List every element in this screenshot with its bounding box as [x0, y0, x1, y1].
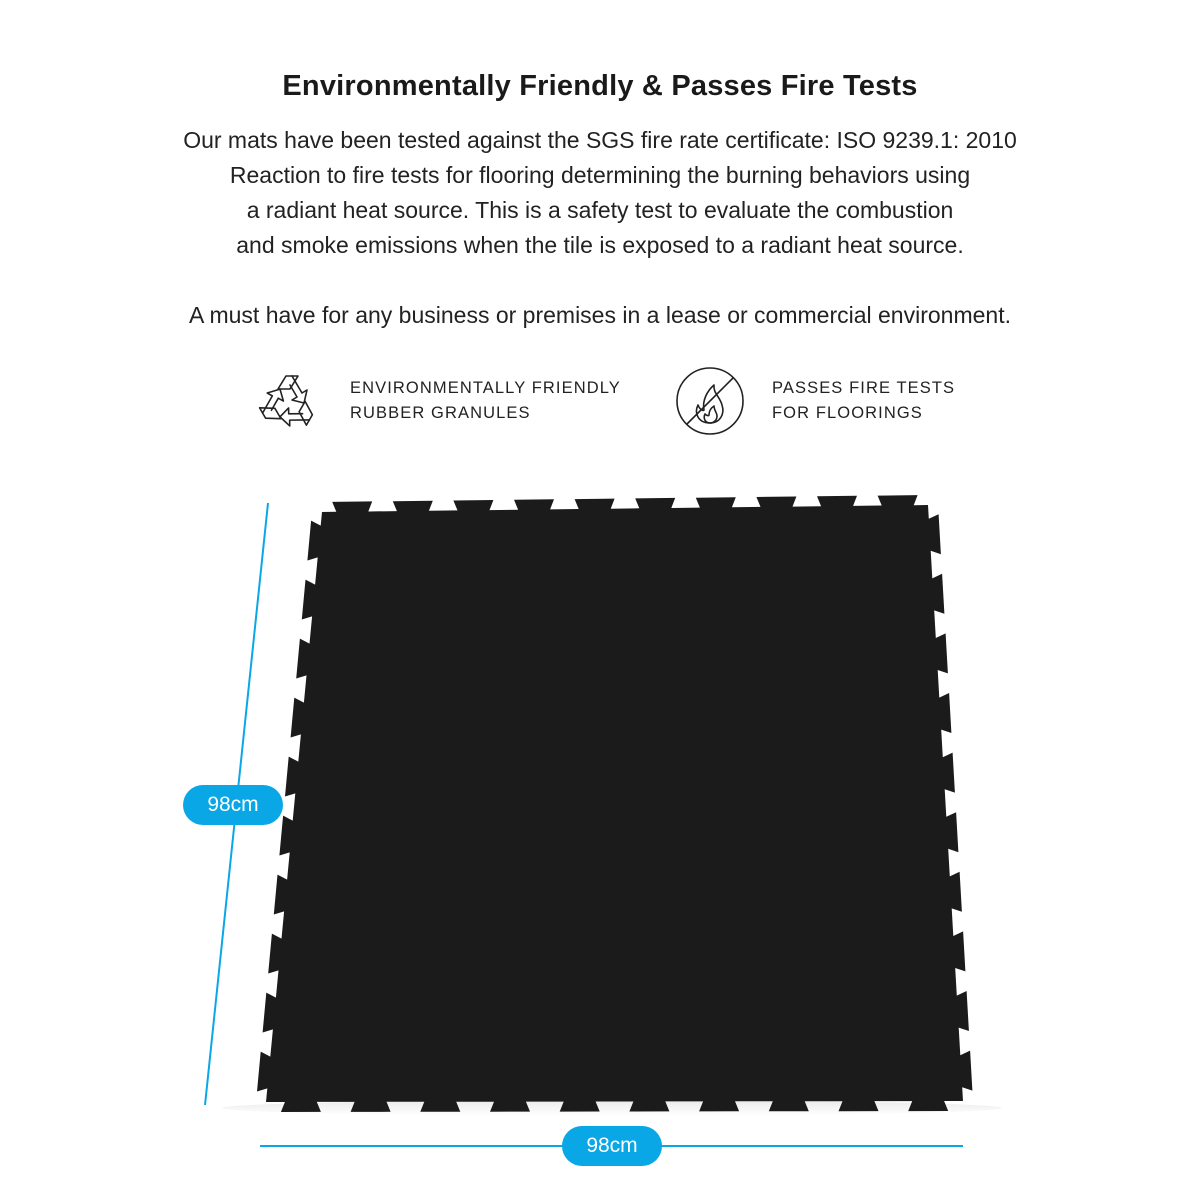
mat-shadow [222, 1100, 1002, 1116]
height-dimension-label: 98cm [183, 785, 283, 825]
description-line: and smoke emissions when the tile is exposed to a radiant heat source. [236, 232, 964, 258]
feature-eco-line2: RUBBER GRANULES [350, 404, 531, 422]
description-line: a radiant heat source. This is a safety test to evaluate the combustion [246, 197, 954, 223]
feature-eco-line1: ENVIRONMENTALLY FRIENDLY [350, 379, 621, 397]
description-line: Reaction to fire tests for flooring determining the burning behaviors using [229, 162, 971, 188]
feature-fire-line1: PASSES FIRE TESTS [772, 379, 956, 397]
description-line: Our mats have been tested against the SGS fire rate certificate: ISO 9239.1: 2010 [183, 127, 1017, 153]
page-title: Environmentally Friendly & Passes Fire Tests [282, 70, 918, 102]
rubber-mat [257, 495, 972, 1112]
commercial-note: A must have for any business or premises in a lease or commercial environment. [189, 302, 1011, 328]
feature-fire-line2: FOR FLOORINGS [772, 404, 923, 422]
width-dimension-label: 98cm [562, 1126, 662, 1166]
